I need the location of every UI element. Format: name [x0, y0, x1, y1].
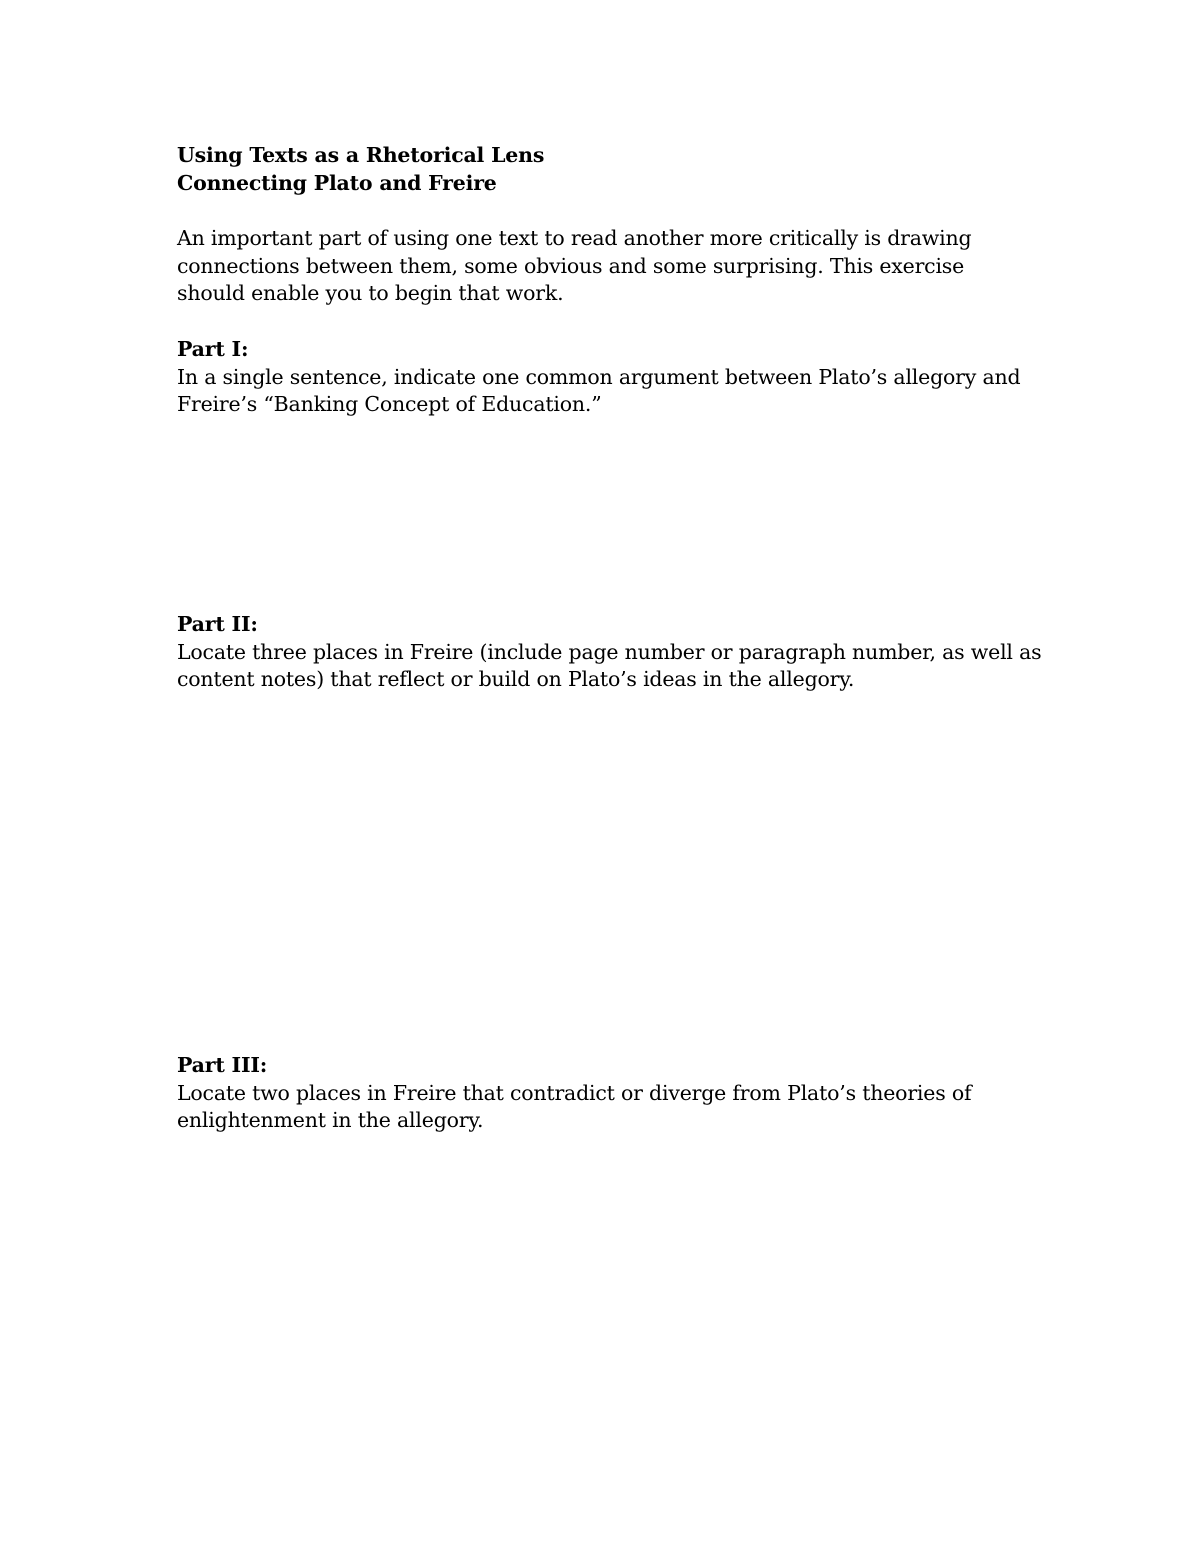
intro-line: connections between them, some obvious and some surprising. This exercise	[177, 253, 965, 278]
document-title: Using Texts as a Rhetorical Lens	[177, 143, 545, 167]
part-1-prompt-line: In a single sentence, indicate one common argument between Plato’s allegory and	[177, 364, 1021, 389]
part-3-prompt-line: enlightenment in the allegory.	[177, 1108, 484, 1132]
part-1-section	[177, 336, 1057, 419]
part-3-section	[177, 1052, 1057, 1135]
intro-line: should enable you to begin that work.	[177, 281, 564, 305]
intro-paragraph	[177, 225, 1057, 308]
part-1-heading: Part I:	[177, 337, 249, 361]
part-3-heading: Part III:	[177, 1053, 268, 1077]
part-2-prompt-line: content notes) that reflect or build on Plato’s ideas in the allegory.	[177, 667, 855, 691]
part-2-prompt-line: Locate three places in Freire (include page number or paragraph number, as well as	[177, 639, 1042, 664]
intro-line: An important part of using one text to read another more critically is drawing	[177, 226, 972, 250]
part-3-prompt-line: Locate two places in Freire that contradict or diverge from Plato’s theories of	[177, 1080, 972, 1105]
part-2-section	[177, 611, 1057, 694]
title-block	[177, 142, 1057, 197]
part-1-prompt-line: Freire’s “Banking Concept of Education.”	[177, 392, 602, 416]
part-2-heading: Part II:	[177, 612, 258, 636]
document-subtitle: Connecting Plato and Freire	[177, 170, 497, 195]
